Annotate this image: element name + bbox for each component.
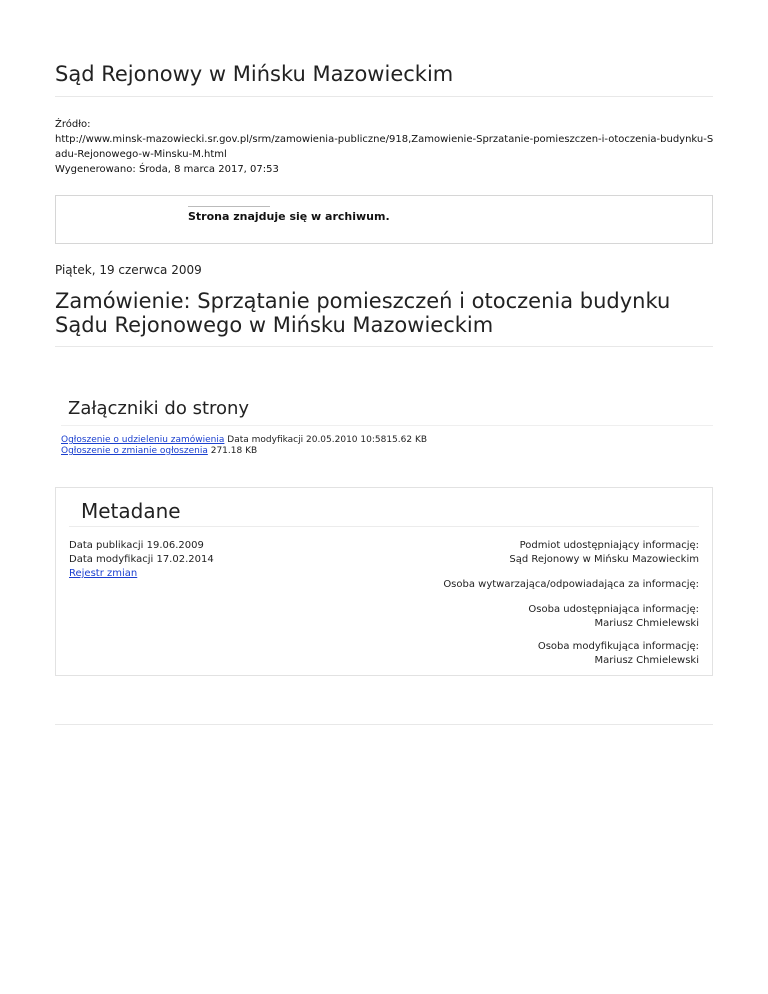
modifier-label: Osoba modyfikująca informację:	[537, 641, 699, 652]
footer-divider	[55, 724, 713, 725]
source-label: Źródło:	[55, 119, 91, 130]
source-url: http://www.minsk-mazowiecki.sr.gov.pl/srm/zamowienia-publiczne/918,Zamowienie-Sprzatanie-pomieszczen-i-otoczenia-budynku-Sadu-Rejonowego-w-Minsku-M.html	[55, 134, 714, 160]
provider-value: Sąd Rejonowy w Mińsku Mazowieckim	[509, 554, 699, 565]
metadata-heading: Metadane	[81, 499, 181, 523]
attachment-details: 271.18 KB	[210, 446, 258, 456]
attachment-link[interactable]: Ogłoszenie o udzieleniu zamówienia	[61, 435, 225, 445]
modification-date: Data modyfikacji 17.02.2014	[69, 554, 214, 565]
generated-date: Wygenerowano: Środa, 8 marca 2017, 07:53	[55, 164, 279, 175]
sharer-label: Osoba udostępniająca informację:	[528, 604, 699, 615]
article-title: Zamówienie: Sprzątanie pomieszczeń i otoczenia budynku Sądu Rejonowego w Mińsku Mazowieckim	[55, 289, 671, 337]
archive-message: Strona znajduje się w archiwum.	[188, 210, 390, 223]
modifier-value: Mariusz Chmielewski	[594, 655, 699, 666]
changelog-link[interactable]: Rejestr zmian	[69, 568, 138, 579]
attachment-item	[61, 446, 427, 457]
source-info	[55, 117, 715, 177]
metadata-people	[379, 539, 699, 677]
metadata-dates	[69, 539, 214, 581]
archive-notice	[55, 195, 713, 244]
header-divider	[55, 96, 713, 97]
metadata-divider	[69, 526, 699, 527]
sharer-block	[379, 603, 699, 631]
attachments-list	[61, 435, 427, 457]
attachments-divider	[61, 425, 713, 426]
modifier-block	[379, 640, 699, 668]
archive-notice-rule	[188, 206, 270, 207]
provider-label: Podmiot udostępniający informację:	[519, 540, 699, 551]
creator-block	[379, 578, 699, 592]
attachment-details: Data modyfikacji 20.05.2010 10:5815.62 KB	[227, 435, 428, 445]
creator-label: Osoba wytwarzająca/odpowiadająca za informację:	[443, 579, 699, 590]
article-date: Piątek, 19 czerwca 2009	[55, 263, 202, 277]
provider-block	[379, 539, 699, 567]
attachment-link[interactable]: Ogłoszenie o zmianie ogłoszenia	[61, 446, 208, 456]
publication-date: Data publikacji 19.06.2009	[69, 540, 204, 551]
attachment-item	[61, 435, 427, 446]
metadata-box	[55, 487, 713, 676]
attachments-heading: Załączniki do strony	[68, 398, 250, 419]
sharer-value: Mariusz Chmielewski	[594, 618, 699, 629]
site-title: Sąd Rejonowy w Mińsku Mazowieckim	[55, 62, 454, 86]
title-divider	[55, 346, 713, 347]
